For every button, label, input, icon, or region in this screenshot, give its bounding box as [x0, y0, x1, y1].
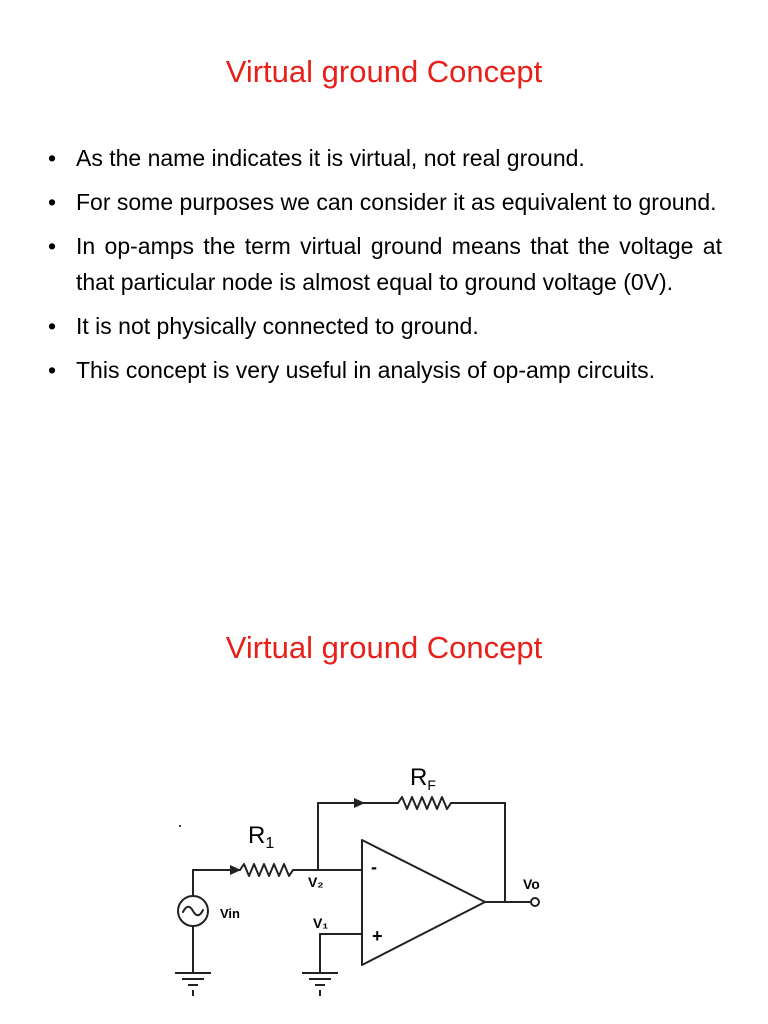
slide-2: [0, 580, 768, 1024]
bullet-icon: •: [47, 357, 57, 383]
vin-label: Vin: [220, 906, 240, 921]
bullet-item: [42, 184, 722, 220]
output-terminal-icon: [531, 898, 539, 906]
bullet-icon: •: [47, 313, 57, 339]
bullet-text: This concept is very useful in analysis of op-amp circuits.: [76, 357, 656, 383]
rf-label: $R_F$: [410, 764, 436, 793]
ground-icon: [302, 973, 338, 996]
bullet-text: In op-amps the term virtual ground means that the voltage at that particular node is almost equal to ground voltage (0V).: [76, 233, 722, 295]
bullet-icon: •: [47, 189, 57, 215]
bullet-text: As the name indicates it is virtual, not real ground.: [76, 145, 585, 171]
sine-wave-icon: [183, 907, 203, 916]
current-arrow-icon: [230, 865, 241, 875]
bullet-icon: •: [47, 145, 57, 171]
bullet-list: [42, 140, 722, 396]
noninverting-input-sign: +: [372, 926, 383, 946]
bullet-text: For some purposes we can consider it as equivalent to ground.: [76, 189, 717, 215]
vo-label: Vo: [523, 876, 540, 892]
slide-title: Virtual ground Concept: [225, 54, 543, 89]
rf-resistor-icon: [398, 797, 451, 809]
ground-icon: [175, 973, 211, 996]
bullet-item: [42, 352, 722, 388]
bullet-text: It is not physically connected to ground.: [76, 313, 479, 339]
inverting-input-sign: -: [371, 857, 377, 877]
r1-label: $R_1$: [248, 822, 275, 852]
slide-title: Virtual ground Concept: [225, 630, 543, 665]
v1-label: V₁: [313, 915, 329, 931]
v2-label: V₂: [308, 874, 324, 890]
bullet-icon: •: [47, 233, 57, 259]
bullet-item: [42, 140, 722, 176]
bullet-item: [42, 228, 722, 300]
stray-dot: [179, 825, 181, 827]
r1-resistor-icon: [240, 864, 293, 876]
bullet-item: [42, 308, 722, 344]
op-amp-icon: [362, 840, 485, 965]
inverting-amplifier-circuit: [0, 580, 768, 1024]
current-arrow-icon: [354, 798, 365, 808]
